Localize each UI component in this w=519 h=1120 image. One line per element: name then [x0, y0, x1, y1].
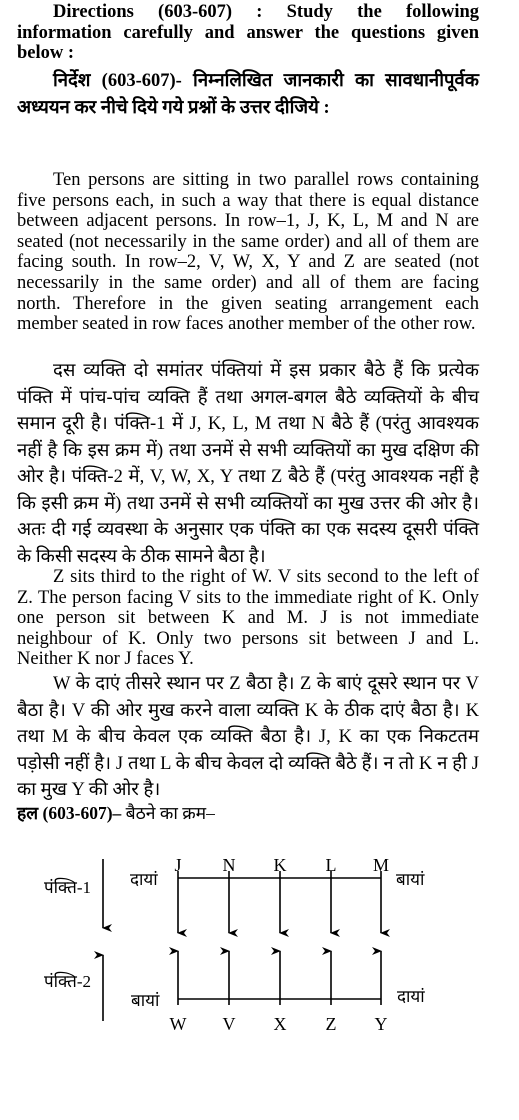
- row1-seats: [174, 855, 389, 933]
- row2-member-label: Y: [374, 1014, 388, 1034]
- solution-heading: हल (603-607)–: [17, 803, 122, 823]
- paragraph2-hindi: W के दाएं तीसरे स्थान पर Z बैठा है। Z के बाएं दूसरे स्थान पर V बैठा है। V की ओर मुख करने वाला व्यक्ति K के ठीक दाएं बैठा है। K तथा M के बीच केवल एक व्यक्ति बैठा है। J, K का एक निकटतम पड़ोसी नहीं है। J तथा L के बीच केवल दो व्यक्ति बैठे हैं। न तो K न ही J का मुख Y की ओर है।: [17, 674, 479, 800]
- row1-member-label: N: [222, 855, 236, 875]
- directions-english: Directions (603-607) : Study the following information carefully and answer the questions given below :: [17, 2, 479, 64]
- paragraph1-hindi: दस व्यक्ति दो समांतर पंक्तियां में इस प्रकार बैठे हैं कि प्रत्येक पंक्ति में पांच-पांच व्यक्ति हैं तथा अगल-बगल बैठे व्यक्तियों के बीच समान दूरी है। पंक्ति-1 में J, K, L, M तथा N बैठे हैं (परंतु आवश्यक नहीं है कि इस क्रम में) तथा उनमें से सभी व्यक्तियों का मुख दक्षिण की ओर है। पंक्ति-2 में, V, W, X, Y तथा Z बैठे हैं (परंतु आवश्यक नहीं है कि इसी क्रम में) तथा उनमें से सभी व्यक्तियों का मुख उत्तर की ओर है। अतः दी गई व्यवस्था के अनुसार एक पंक्ति का एक सदस्य दूसरी पंक्ति के किसी सदस्य के ठीक सामने बैठा है।: [17, 361, 479, 567]
- paragraph1-english: Ten persons are sitting in two parallel rows containing five persons each, in such a way that there is equal distance between adjacent persons. In row–1, J, K, L, M and N are seated (not necessarily in the same order) and all of them are facing south. In row–2, V, W, X, Y and Z are seated (not necessarily in the same order) and all of them are facing north. Therefore in the given seating arrangement each member seated in row faces another member of the other row.: [17, 170, 479, 335]
- row2-side-right: दायां: [397, 987, 425, 1006]
- row1-member-label: M: [372, 855, 390, 875]
- seating-diagram: [0, 845, 519, 1045]
- row2-member-label: Z: [325, 1014, 337, 1034]
- row1-member-label: J: [174, 855, 182, 875]
- paragraph2-english: Z sits third to the right of W. V sits second to the left of Z. The person facing V sits to the immediate right of K. Only one person sit between K and M. J is not immediate neighbour of K. Only two persons sit between J and L. Neither K nor J faces Y.: [17, 567, 479, 670]
- row2-member-label: X: [273, 1014, 287, 1034]
- solution-caption: बैठने का क्रम–: [125, 803, 215, 823]
- row1-member-label: L: [325, 855, 337, 875]
- row1-label: पंक्ति-1: [44, 878, 92, 897]
- row2-label: पंक्ति-2: [44, 972, 92, 991]
- row1-member-label: K: [273, 855, 287, 875]
- row2-member-label: V: [222, 1014, 236, 1034]
- solution-heading-line: [17, 800, 479, 826]
- row2-side-left: बायां: [131, 991, 160, 1010]
- directions-hindi: निर्देश (603-607)- निम्नलिखित जानकारी का सावधानीपूर्वक अध्ययन कर नीचे दिये गये प्रश्नों के उत्तर दीजिये :: [17, 71, 479, 118]
- row1-side-left: दायां: [130, 870, 158, 889]
- row2-seats: [170, 951, 388, 1034]
- row2-member-label: W: [169, 1014, 187, 1034]
- row1-side-right: बायां: [396, 870, 425, 889]
